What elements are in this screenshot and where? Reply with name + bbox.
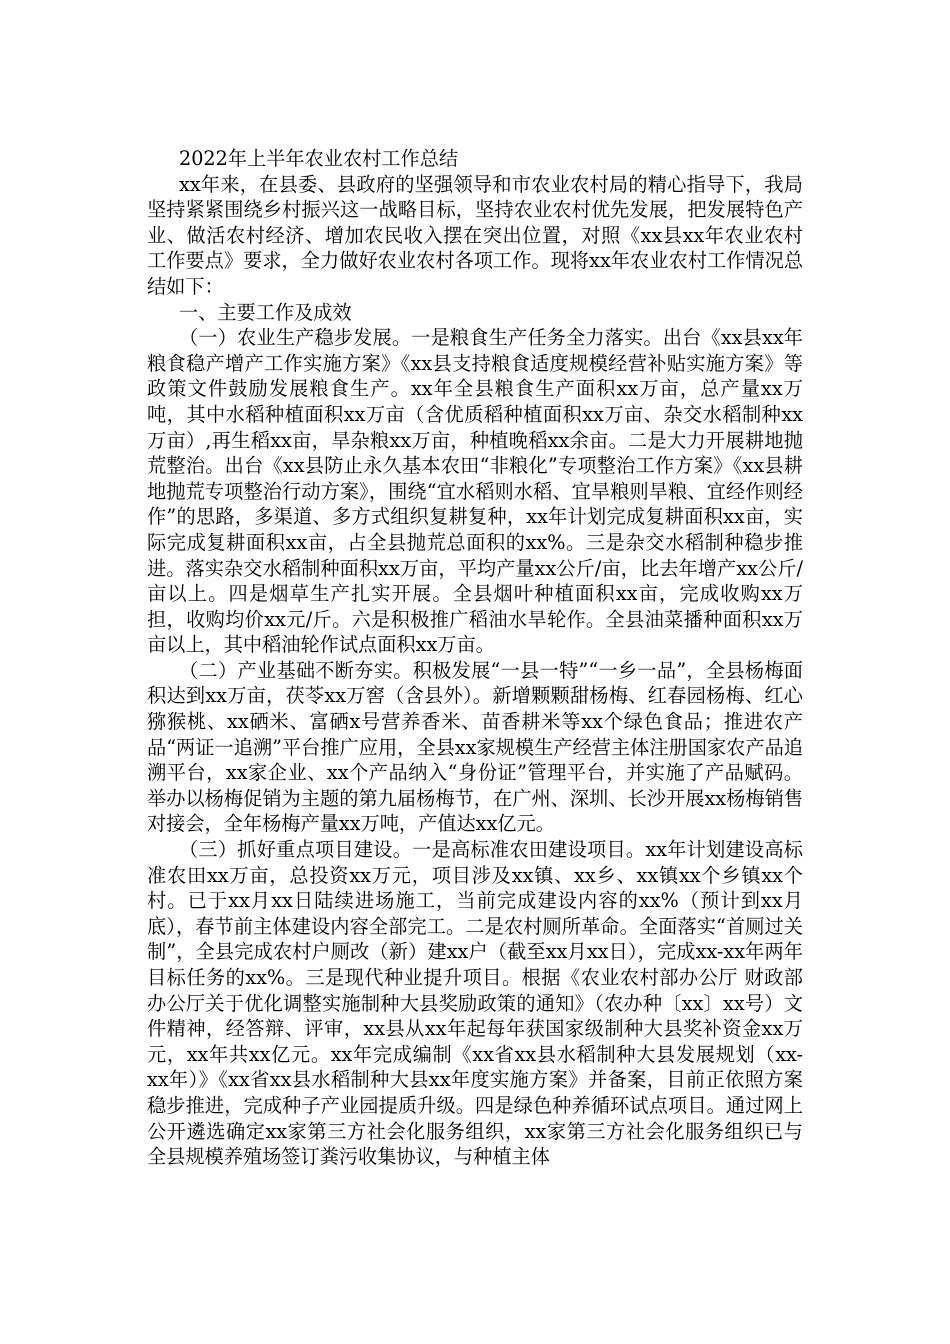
section-heading: 一、主要工作及成效 bbox=[179, 300, 352, 324]
document-page bbox=[147, 146, 803, 1170]
intro-paragraph: xx年来，在县委、县政府的坚强领导和市农业农村局的精心指导下，我局坚持紧紧围绕乡村振兴这一战略目标，坚持农业农村优先发展，把发展特色产业、做活农村经济、增加农民收入摆在突出位置，对照《xx县xx年农业农村工作要点》要求，全力做好农业农村各项工作。现将xx年农业农村工作情况总结如下： bbox=[147, 172, 803, 298]
paragraph-agriculture-production: （一）农业生产稳步发展。一是粮食生产任务全力落实。出台《xx县xx年粮食稳产增产工作实施方案》《xx县支持粮食适度规模经营补贴实施方案》等政策文件鼓励发展粮食生产。xx年全县粮食生产面积xx万亩，总产量xx万吨，其中水稻种植面积xx万亩（含优质稻种植面积xx万亩、杂交水稻制种xx万亩）,再生稻xx亩，旱杂粮xx万亩，种植晚稻xx余亩。二是大力开展耕地抛荒整治。出台《xx县防止永久基本农田“非粮化”专项整治工作方案》《xx县耕地抛荒专项整治行动方案》，围绕“宜水稻则水稻、宜旱粮则旱粮、宜经作则经作”的思路，多渠道、多方式组织复耕复种，xx年计划完成复耕面积xx亩，实际完成复耕面积xx亩，占全县抛荒总面积的xx%。三是杂交水稻制种稳步推进。落实杂交水稻制种面积xx万亩，平均产量xx公斤/亩，比去年增产xx公斤/亩以上。四是烟草生产扎实开展。全县烟叶种植面积xx亩，完成收购xx万担，收购均价xx元/斤。六是积极推广稻油水旱轮作。全县油菜播种面积xx万亩以上，其中稻油轮作试点面积xx万亩。 bbox=[147, 326, 803, 657]
paragraph-industry-foundation: （二）产业基础不断夯实。积极发展“一县一特”“一乡一品”，全县杨梅面积达到xx万亩，茯苓xx万窖（含县外）。新增颗颗甜杨梅、红春园杨梅、红心猕猴桃、xx硒米、富硒x号营养香米、苗香耕米等xx个绿色食品；推进农产品“两证一追溯”平台推广应用，全县xx家规模生产经营主体注册国家农产品追溯平台，xx家企业、xx个产品纳入“身份证”管理平台，并实施了产品赋码。举办以杨梅促销为主题的第九届杨梅节，在广州、深圳、长沙开展xx杨梅销售对接会，全年杨梅产量xx万吨，产值达xx亿元。 bbox=[147, 658, 803, 836]
paragraph-key-projects: （三）抓好重点项目建设。一是高标准农田建设项目。xx年计划建设高标准农田xx万亩，总投资xx万元，项目涉及xx镇、xx乡、xx镇xx个乡镇xx个村。已于xx月xx日陆续进场施工，当前完成建设内容的xx%（预计到xx月底），春节前主体建设内容全部完工。二是农村厕所革命。全面落实“首厕过关制”，全县完成农村户厕改（新）建xx户（截至xx月xx日），完成xx-xx年两年目标任务的xx%。三是现代种业提升项目。根据《农业农村部办公厅 财政部办公厅关于优化调整实施制种大县奖励政策的通知》（农办种〔xx〕xx号）文件精神，经答辩、评审，xx县从xx年起每年获国家级制种大县奖补资金xx万元，xx年共xx亿元。xx年完成编制《xx省xx县水稻制种大县发展规划（xx-xx年）》《xx省xx县水稻制种大县xx年度实施方案》并备案，目前正依照方案稳步推进，完成种子产业园提质升级。四是绿色种养循环试点项目。通过网上公开遴选确定xx家第三方社会化服务组织，xx家第三方社会化服务组织已与全县规模养殖场签订粪污收集协议，与种植主体 bbox=[147, 838, 803, 1169]
document-title: 2022年上半年农业农村工作总结 bbox=[179, 147, 459, 170]
